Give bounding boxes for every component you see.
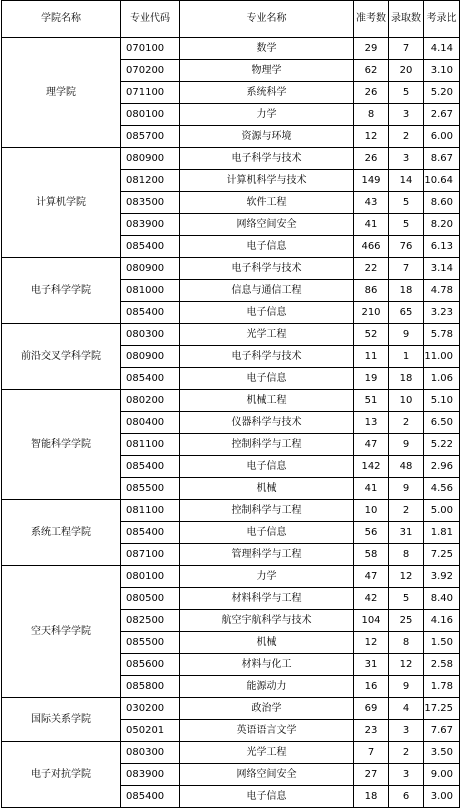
ratio-cell: 5.22: [424, 434, 460, 456]
ratio-cell: 3.14: [424, 258, 460, 280]
applicants-cell: 41: [354, 214, 389, 236]
admitted-cell: 2: [389, 742, 424, 764]
admitted-cell: 3: [389, 764, 424, 786]
major-code-cell: 080300: [121, 324, 180, 346]
applicants-cell: 12: [354, 632, 389, 654]
admitted-cell: 7: [389, 258, 424, 280]
ratio-cell: 1.78: [424, 676, 460, 698]
admission-table: [1, 0, 460, 808]
ratio-cell: 8.40: [424, 588, 460, 610]
major-code-cell: 085400: [121, 786, 180, 808]
major-name-cell: 电子科学与技术: [180, 148, 354, 170]
major-name-cell: 网络空间安全: [180, 214, 354, 236]
admitted-cell: 5: [389, 192, 424, 214]
ratio-cell: 6.50: [424, 412, 460, 434]
admitted-cell: 5: [389, 214, 424, 236]
applicants-cell: 56: [354, 522, 389, 544]
major-name-cell: 电子信息: [180, 786, 354, 808]
ratio-cell: 3.50: [424, 742, 460, 764]
ratio-cell: 5.78: [424, 324, 460, 346]
admitted-cell: 8: [389, 544, 424, 566]
admitted-cell: 76: [389, 236, 424, 258]
table-body: [2, 38, 460, 808]
admitted-cell: 12: [389, 654, 424, 676]
major-code-cell: 083500: [121, 192, 180, 214]
header-code: 专业代码: [121, 1, 180, 38]
applicants-cell: 11: [354, 346, 389, 368]
applicants-cell: 31: [354, 654, 389, 676]
ratio-cell: 1.81: [424, 522, 460, 544]
major-name-cell: 电子信息: [180, 368, 354, 390]
ratio-cell: 1.50: [424, 632, 460, 654]
major-name-cell: 数学: [180, 38, 354, 60]
major-name-cell: 材料与化工: [180, 654, 354, 676]
major-code-cell: 085500: [121, 632, 180, 654]
admitted-cell: 1: [389, 346, 424, 368]
major-code-cell: 080900: [121, 148, 180, 170]
major-name-cell: 控制科学与工程: [180, 500, 354, 522]
table-row: [2, 148, 460, 170]
ratio-cell: 5.20: [424, 82, 460, 104]
applicants-cell: 27: [354, 764, 389, 786]
major-name-cell: 物理学: [180, 60, 354, 82]
major-name-cell: 机械: [180, 478, 354, 500]
admitted-cell: 9: [389, 478, 424, 500]
major-code-cell: 085400: [121, 522, 180, 544]
admitted-cell: 3: [389, 104, 424, 126]
admitted-cell: 4: [389, 698, 424, 720]
major-name-cell: 电子信息: [180, 236, 354, 258]
table-row: [2, 742, 460, 764]
major-name-cell: 电子科学与技术: [180, 346, 354, 368]
school-name: 理学院: [2, 38, 121, 148]
applicants-cell: 23: [354, 720, 389, 742]
ratio-cell: 3.23: [424, 302, 460, 324]
table-row: [2, 258, 460, 280]
admitted-cell: 12: [389, 566, 424, 588]
major-code-cell: 070100: [121, 38, 180, 60]
major-name-cell: 力学: [180, 566, 354, 588]
applicants-cell: 47: [354, 566, 389, 588]
major-code-cell: 081100: [121, 434, 180, 456]
applicants-cell: 52: [354, 324, 389, 346]
header-applicants: 准考数: [354, 1, 389, 38]
major-code-cell: 080100: [121, 566, 180, 588]
school-name: 空天科学学院: [2, 566, 121, 698]
major-code-cell: 083900: [121, 214, 180, 236]
major-code-cell: 081200: [121, 170, 180, 192]
ratio-cell: 3.00: [424, 786, 460, 808]
major-code-cell: 080400: [121, 412, 180, 434]
ratio-cell: 4.78: [424, 280, 460, 302]
applicants-cell: 47: [354, 434, 389, 456]
major-code-cell: 080200: [121, 390, 180, 412]
major-code-cell: 080100: [121, 104, 180, 126]
admitted-cell: 2: [389, 412, 424, 434]
applicants-cell: 26: [354, 82, 389, 104]
applicants-cell: 86: [354, 280, 389, 302]
applicants-cell: 8: [354, 104, 389, 126]
major-code-cell: 087100: [121, 544, 180, 566]
admitted-cell: 6: [389, 786, 424, 808]
ratio-cell: 3.92: [424, 566, 460, 588]
header-ratio: 考录比: [424, 1, 460, 38]
major-name-cell: 资源与环境: [180, 126, 354, 148]
ratio-cell: 2.96: [424, 456, 460, 478]
major-code-cell: 050201: [121, 720, 180, 742]
admitted-cell: 2: [389, 500, 424, 522]
admitted-cell: 18: [389, 368, 424, 390]
ratio-cell: 6.00: [424, 126, 460, 148]
major-code-cell: 030200: [121, 698, 180, 720]
major-name-cell: 电子信息: [180, 456, 354, 478]
major-name-cell: 电子信息: [180, 522, 354, 544]
major-code-cell: 080300: [121, 742, 180, 764]
admitted-cell: 5: [389, 588, 424, 610]
major-name-cell: 机械工程: [180, 390, 354, 412]
admitted-cell: 9: [389, 676, 424, 698]
header-school: 学院名称: [2, 1, 121, 38]
major-code-cell: 085700: [121, 126, 180, 148]
admitted-cell: 3: [389, 148, 424, 170]
major-name-cell: 控制科学与工程: [180, 434, 354, 456]
major-code-cell: 081100: [121, 500, 180, 522]
school-name: 前沿交叉学科学院: [2, 324, 121, 390]
major-name-cell: 电子科学与技术: [180, 258, 354, 280]
ratio-cell: 4.14: [424, 38, 460, 60]
major-code-cell: 070200: [121, 60, 180, 82]
applicants-cell: 13: [354, 412, 389, 434]
major-code-cell: 085600: [121, 654, 180, 676]
school-name: 电子对抗学院: [2, 742, 121, 808]
applicants-cell: 62: [354, 60, 389, 82]
table-row: [2, 698, 460, 720]
admitted-cell: 48: [389, 456, 424, 478]
admitted-cell: 2: [389, 126, 424, 148]
applicants-cell: 29: [354, 38, 389, 60]
major-name-cell: 仪器科学与技术: [180, 412, 354, 434]
ratio-cell: 2.67: [424, 104, 460, 126]
ratio-cell: 17.25: [424, 698, 460, 720]
admitted-cell: 5: [389, 82, 424, 104]
major-name-cell: 政治学: [180, 698, 354, 720]
applicants-cell: 142: [354, 456, 389, 478]
ratio-cell: 9.00: [424, 764, 460, 786]
table-row: [2, 38, 460, 60]
table-row: [2, 324, 460, 346]
admitted-cell: 9: [389, 434, 424, 456]
applicants-cell: 41: [354, 478, 389, 500]
school-name: 智能科学学院: [2, 390, 121, 500]
ratio-cell: 11.00: [424, 346, 460, 368]
ratio-cell: 1.06: [424, 368, 460, 390]
major-name-cell: 能源动力: [180, 676, 354, 698]
major-code-cell: 085400: [121, 456, 180, 478]
admitted-cell: 25: [389, 610, 424, 632]
admitted-cell: 10: [389, 390, 424, 412]
major-code-cell: 081000: [121, 280, 180, 302]
applicants-cell: 466: [354, 236, 389, 258]
major-code-cell: 080900: [121, 258, 180, 280]
major-name-cell: 英语语言文学: [180, 720, 354, 742]
ratio-cell: 4.16: [424, 610, 460, 632]
major-name-cell: 管理科学与工程: [180, 544, 354, 566]
applicants-cell: 43: [354, 192, 389, 214]
major-code-cell: 085400: [121, 368, 180, 390]
admitted-cell: 31: [389, 522, 424, 544]
major-name-cell: 材料科学与工程: [180, 588, 354, 610]
ratio-cell: 8.67: [424, 148, 460, 170]
table-row: [2, 500, 460, 522]
applicants-cell: 51: [354, 390, 389, 412]
applicants-cell: 69: [354, 698, 389, 720]
major-code-cell: 080900: [121, 346, 180, 368]
admitted-cell: 20: [389, 60, 424, 82]
major-name-cell: 光学工程: [180, 742, 354, 764]
ratio-cell: 10.64: [424, 170, 460, 192]
header-admitted: 录取数: [389, 1, 424, 38]
admitted-cell: 18: [389, 280, 424, 302]
applicants-cell: 210: [354, 302, 389, 324]
ratio-cell: 3.10: [424, 60, 460, 82]
applicants-cell: 7: [354, 742, 389, 764]
major-name-cell: 软件工程: [180, 192, 354, 214]
table-row: [2, 390, 460, 412]
ratio-cell: 5.00: [424, 500, 460, 522]
applicants-cell: 22: [354, 258, 389, 280]
major-code-cell: 083900: [121, 764, 180, 786]
admitted-cell: 3: [389, 720, 424, 742]
major-name-cell: 网络空间安全: [180, 764, 354, 786]
school-name: 国际关系学院: [2, 698, 121, 742]
table-row: [2, 566, 460, 588]
major-code-cell: 071100: [121, 82, 180, 104]
major-code-cell: 085500: [121, 478, 180, 500]
major-name-cell: 力学: [180, 104, 354, 126]
ratio-cell: 7.67: [424, 720, 460, 742]
applicants-cell: 19: [354, 368, 389, 390]
ratio-cell: 8.60: [424, 192, 460, 214]
applicants-cell: 58: [354, 544, 389, 566]
major-code-cell: 082500: [121, 610, 180, 632]
admitted-cell: 8: [389, 632, 424, 654]
applicants-cell: 10: [354, 500, 389, 522]
major-name-cell: 信息与通信工程: [180, 280, 354, 302]
admitted-cell: 65: [389, 302, 424, 324]
applicants-cell: 42: [354, 588, 389, 610]
school-name: 电子科学学院: [2, 258, 121, 324]
major-code-cell: 080500: [121, 588, 180, 610]
applicants-cell: 104: [354, 610, 389, 632]
admitted-cell: 9: [389, 324, 424, 346]
ratio-cell: 4.56: [424, 478, 460, 500]
header-major: 专业名称: [180, 1, 354, 38]
admitted-cell: 14: [389, 170, 424, 192]
header-row: [2, 1, 460, 38]
major-name-cell: 航空宇航科学与技术: [180, 610, 354, 632]
admitted-cell: 7: [389, 38, 424, 60]
ratio-cell: 6.13: [424, 236, 460, 258]
ratio-cell: 5.10: [424, 390, 460, 412]
applicants-cell: 12: [354, 126, 389, 148]
major-code-cell: 085400: [121, 236, 180, 258]
major-name-cell: 光学工程: [180, 324, 354, 346]
school-name: 计算机学院: [2, 148, 121, 258]
major-code-cell: 085400: [121, 302, 180, 324]
ratio-cell: 7.25: [424, 544, 460, 566]
applicants-cell: 18: [354, 786, 389, 808]
school-name: 系统工程学院: [2, 500, 121, 566]
major-name-cell: 机械: [180, 632, 354, 654]
applicants-cell: 149: [354, 170, 389, 192]
major-name-cell: 计算机科学与技术: [180, 170, 354, 192]
applicants-cell: 16: [354, 676, 389, 698]
major-code-cell: 085800: [121, 676, 180, 698]
ratio-cell: 8.20: [424, 214, 460, 236]
major-name-cell: 系统科学: [180, 82, 354, 104]
applicants-cell: 26: [354, 148, 389, 170]
ratio-cell: 2.58: [424, 654, 460, 676]
major-name-cell: 电子信息: [180, 302, 354, 324]
